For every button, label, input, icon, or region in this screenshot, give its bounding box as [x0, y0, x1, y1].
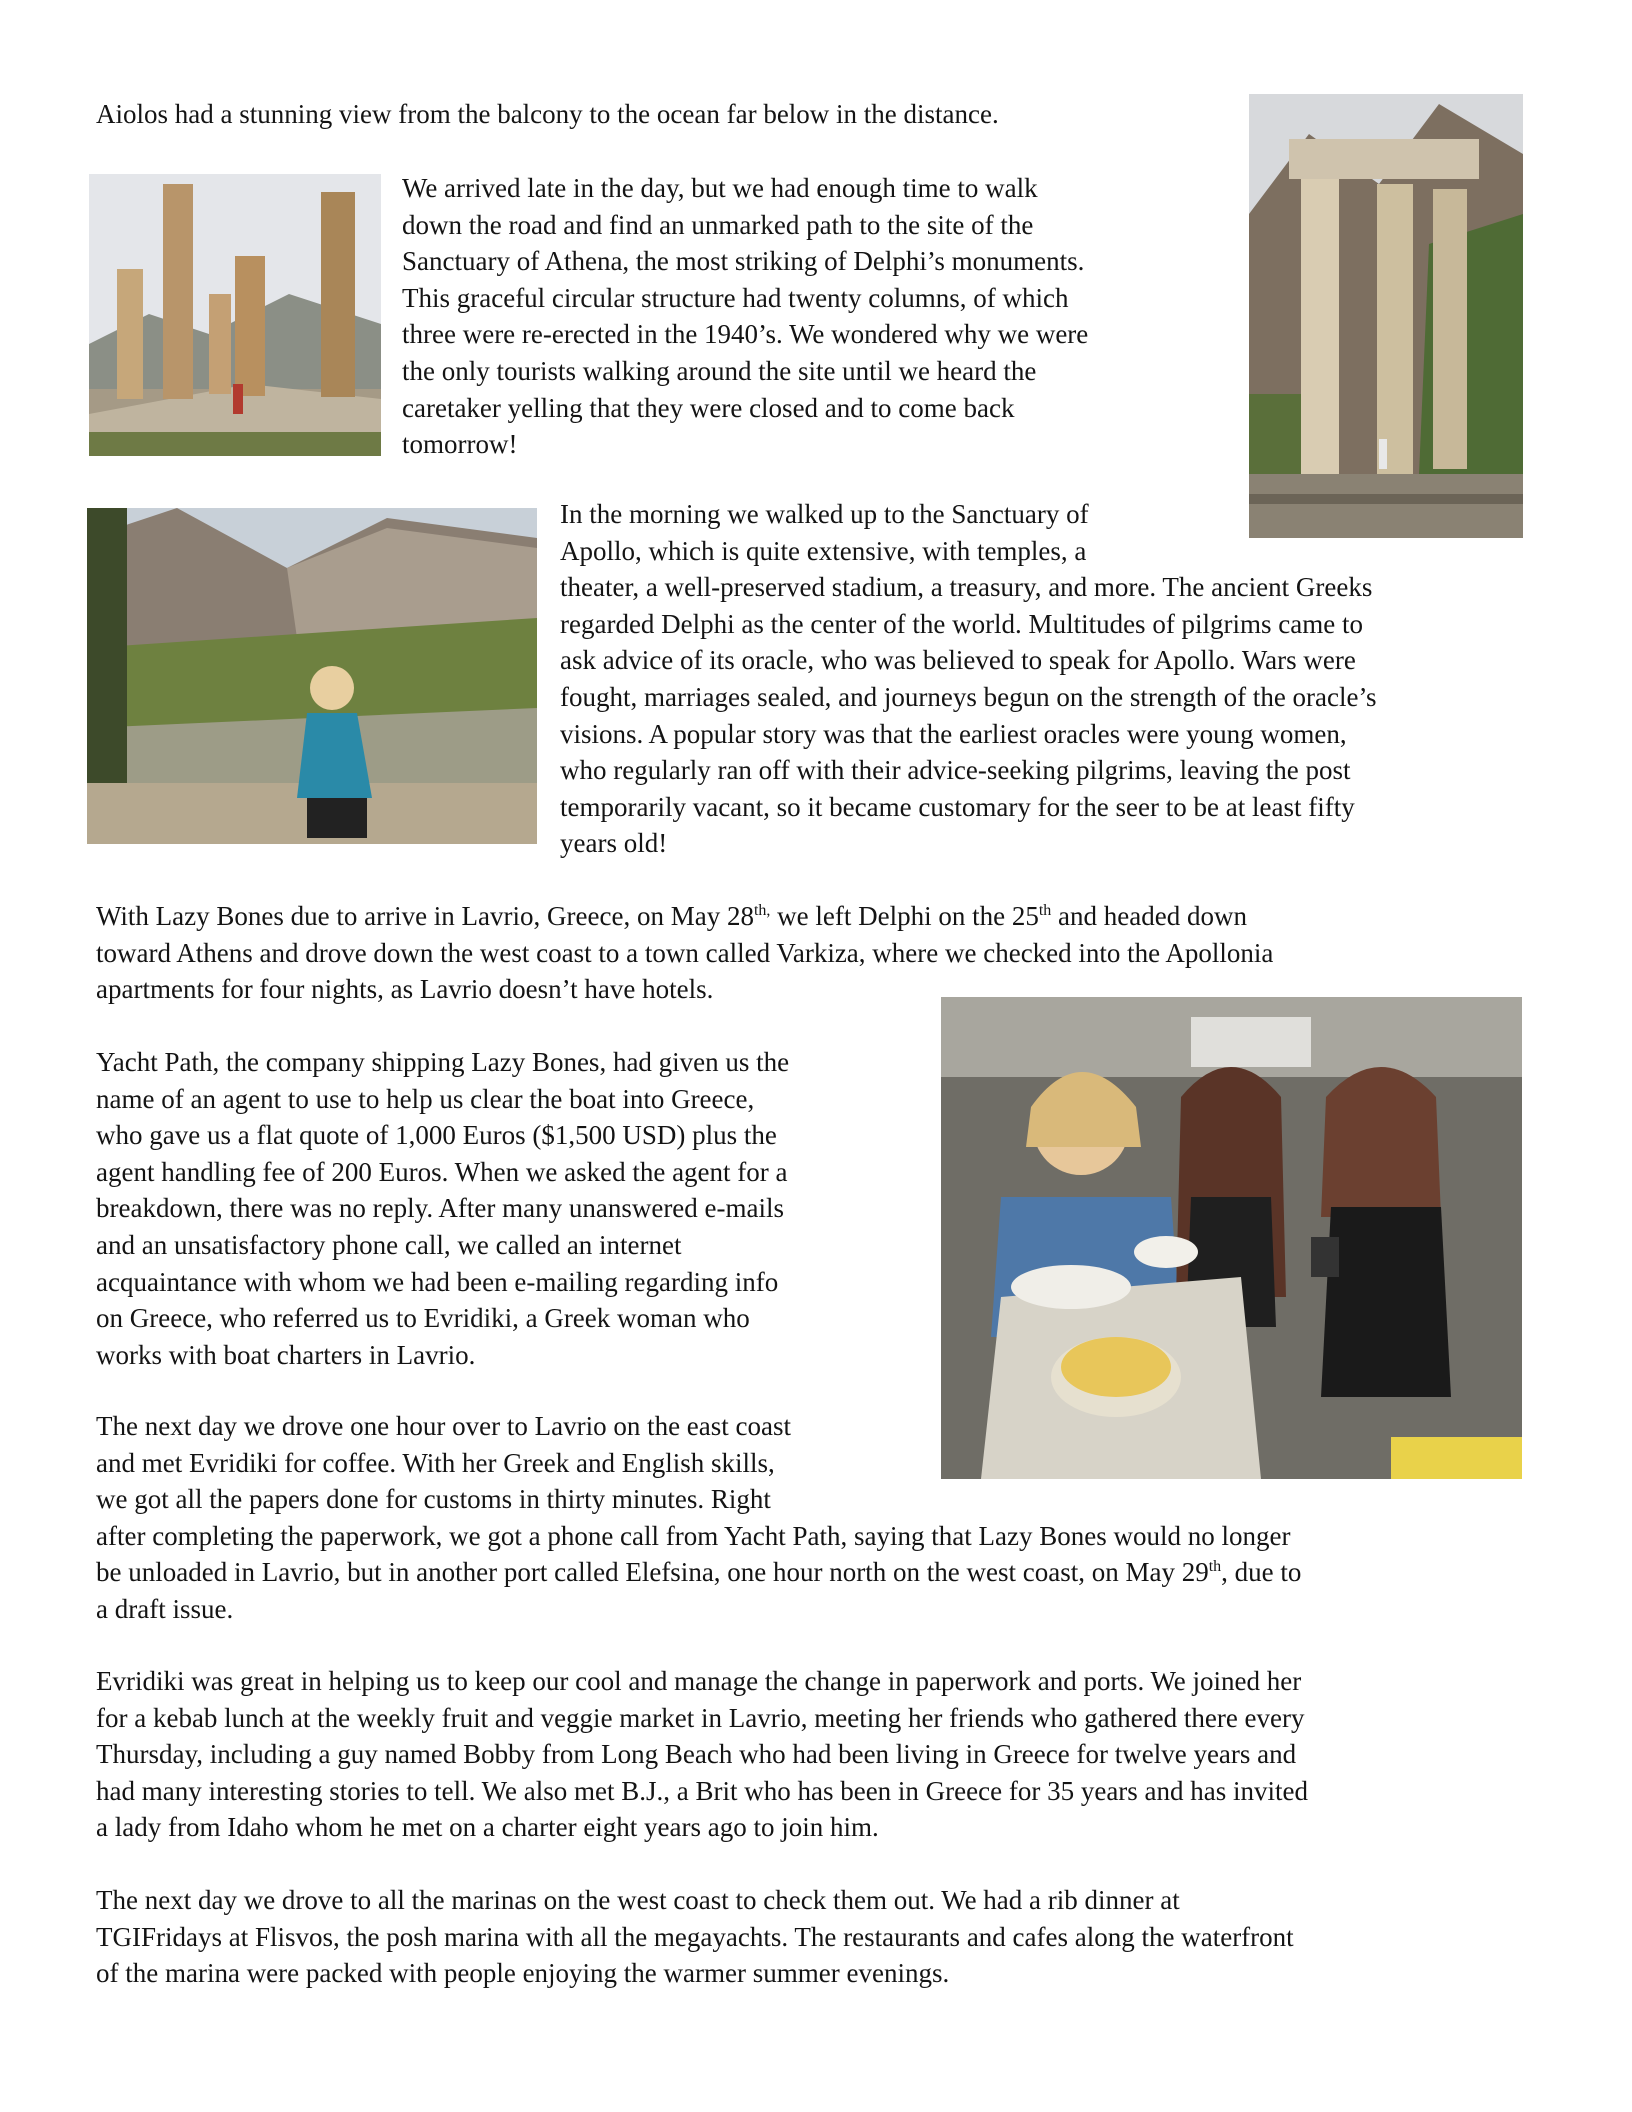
temple-columns-image — [89, 174, 381, 456]
text-line: regarded Delphi as the center of the world. Multitudes of pilgrims came to — [560, 608, 1364, 639]
text-line: and an unsatisfactory phone call, we called an internet — [96, 1229, 682, 1260]
text-line: caretaker yelling that they were closed and to come back — [402, 392, 1015, 423]
text-line: we got all the papers done for customs in thirty minutes. Right — [96, 1484, 771, 1515]
paragraph-varkiza — [96, 898, 1273, 1008]
text-line — [96, 1557, 1301, 1587]
text-line: Yacht Path, the company shipping Lazy Bones, had given us the — [96, 1047, 790, 1077]
paragraph-yacht-path — [96, 1044, 789, 1373]
photo-tholos-athena — [1249, 94, 1523, 538]
text-line: ask advice of its oracle, who was believed to speak for Apollo. Wars were — [560, 645, 1356, 676]
text-line: In the morning we walked up to the Sanctuary of — [560, 499, 1089, 529]
paragraph-sanctuary-athena — [402, 170, 1088, 463]
text-line: name of an agent to use to help us clear the boat into Greece, — [96, 1083, 755, 1114]
text-line: works with boat charters in Lavrio. — [96, 1339, 476, 1370]
text-line: down the road and find an unmarked path to the site of the — [402, 209, 1034, 240]
apollo-valley-image — [87, 508, 537, 844]
paragraph-lavrio-customs — [96, 1408, 1301, 1628]
text-line: Aiolos had a stunning view from the balcony to the ocean far below in the distance. — [96, 99, 999, 129]
paragraph-kebab-lunch — [96, 1663, 1308, 1846]
text-line: tomorrow! — [402, 429, 518, 460]
text-line: breakdown, there was no reply. After many unanswered e-mails — [96, 1193, 785, 1224]
text-segment: and headed down — [1051, 901, 1247, 931]
text-segment: , due to — [1221, 1557, 1302, 1588]
text-line: three were re-erected in the 1940’s. We wondered why we were — [402, 319, 1089, 350]
text-line: acquaintance with whom we had been e-mailing regarding info — [96, 1266, 779, 1297]
paragraph-sanctuary-apollo — [560, 496, 1377, 862]
text-line: the only tourists walking around the site until we heard the — [402, 355, 1037, 386]
text-line: TGIFridays at Flisvos, the posh marina with all the megayachts. The restaurants and cafes along the waterfront — [96, 1921, 1294, 1952]
text-line: temporarily vacant, so it became customary for the seer to be at least fifty — [560, 791, 1355, 822]
text-line: Thursday, including a guy named Bobby from Long Beach who had been living in Greece for twelve years and — [96, 1739, 1297, 1770]
text-segment: be unloaded in Lavrio, but in another port called Elefsina, one hour north on the west coast, on May 29 — [96, 1557, 1209, 1588]
paragraph-balcony-view — [96, 96, 999, 133]
text-line: We arrived late in the day, but we had enough time to walk — [402, 173, 1038, 203]
text-line: after completing the paperwork, we got a phone call from Yacht Path, saying that Lazy Bones would no longer — [96, 1520, 1291, 1551]
text-line: This graceful circular structure had twenty columns, of which — [402, 282, 1069, 313]
photo-apollo-valley — [87, 508, 537, 844]
text-line: toward Athens and drove down the west coast to a town called Varkiza, where we checked into the Apollonia — [96, 937, 1274, 968]
tholos-image — [1249, 94, 1523, 538]
text-line: Apollo, which is quite extensive, with temples, a — [560, 535, 1087, 566]
text-line: years old! — [560, 828, 668, 859]
text-segment: we left Delphi on the 25 — [770, 901, 1039, 931]
text-line: who gave us a flat quote of 1,000 Euros ($1,500 USD) plus the — [96, 1120, 777, 1151]
text-line: Evridiki was great in helping us to keep our cool and manage the change in paperwork and ports. We joined her — [96, 1666, 1302, 1696]
ordinal-suffix: th — [1038, 902, 1052, 919]
text-line — [96, 901, 1247, 931]
text-line: and met Evridiki for coffee. With her Greek and English skills, — [96, 1447, 775, 1478]
paragraph-marinas — [96, 1882, 1294, 1992]
text-line: apartments for four nights, as Lavrio doesn’t have hotels. — [96, 974, 714, 1005]
text-line: had many interesting stories to tell. We also met B.J., a Brit who has been in Greece for 35 years and has invited — [96, 1775, 1309, 1806]
text-line: on Greece, who referred us to Evridiki, a Greek woman who — [96, 1303, 750, 1334]
text-segment: With Lazy Bones due to arrive in Lavrio, Greece, on May 28 — [96, 901, 754, 931]
photo-temple-columns — [89, 174, 381, 456]
text-line: The next day we drove to all the marinas on the west coast to check them out. We had a rib dinner at — [96, 1885, 1180, 1915]
text-line: fought, marriages sealed, and journeys begun on the strength of the oracle’s — [560, 681, 1377, 712]
text-line: agent handling fee of 200 Euros. When we asked the agent for a — [96, 1156, 788, 1187]
text-line: Sanctuary of Athena, the most striking of Delphi’s monuments. — [402, 246, 1085, 277]
photo-friends-table — [941, 997, 1522, 1479]
text-line: for a kebab lunch at the weekly fruit and veggie market in Lavrio, meeting her friends who gathered there every — [96, 1702, 1305, 1733]
text-line: visions. A popular story was that the earliest oracles were young women, — [560, 718, 1347, 749]
text-line: a draft issue. — [96, 1593, 234, 1624]
text-line: theater, a well-preserved stadium, a treasury, and more. The ancient Greeks — [560, 572, 1373, 603]
ordinal-suffix: th — [1208, 1558, 1222, 1576]
friends-table-image — [941, 997, 1522, 1479]
text-line: of the marina were packed with people enjoying the warmer summer evenings. — [96, 1958, 950, 1989]
ordinal-suffix: th, — [753, 902, 771, 919]
text-line: The next day we drove one hour over to Lavrio on the east coast — [96, 1411, 792, 1441]
text-line: a lady from Idaho whom he met on a charter eight years ago to join him. — [96, 1812, 879, 1843]
text-line: who regularly ran off with their advice-seeking pilgrims, leaving the post — [560, 755, 1351, 786]
